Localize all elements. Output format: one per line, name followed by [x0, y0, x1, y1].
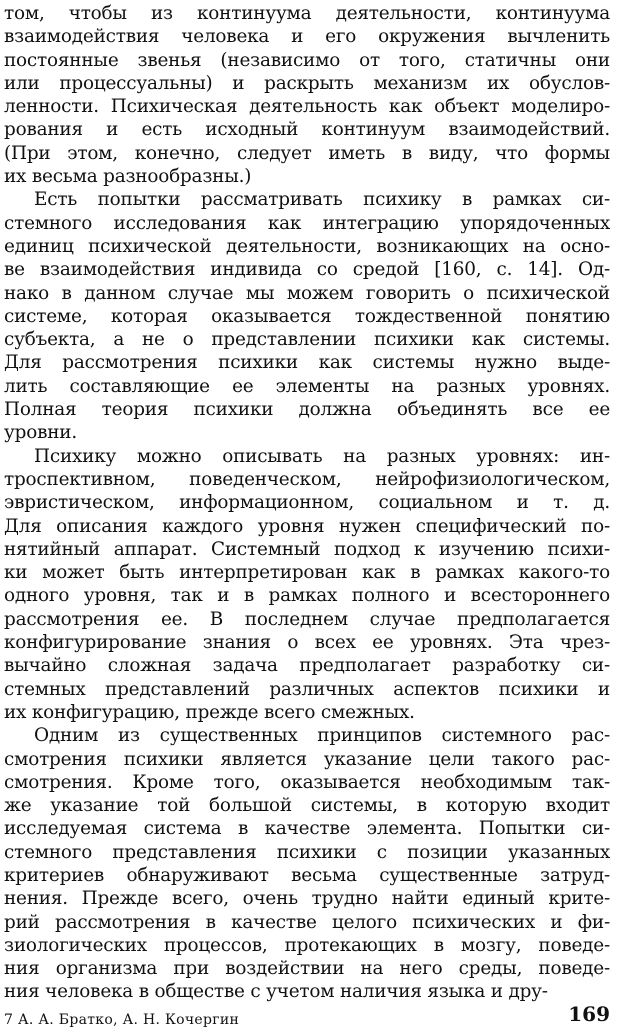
- text-line: же указание той большой системы, в которую входит: [4, 795, 610, 817]
- page-footer: [4, 1000, 610, 1030]
- text-line: нако в данном случае мы можем говорить о психической: [4, 282, 610, 304]
- text-line: субъекта, а не о представлении психики как системы.: [4, 329, 610, 351]
- text-line: рий рассмотрения в качестве целого психических и фи-: [4, 911, 610, 933]
- text-line: нения. Прежде всего, очень трудно найти единый крите-: [4, 888, 610, 910]
- text-line: исследуемая система в качестве элемента. Попытки си-: [4, 818, 610, 840]
- text-line: постоянные звенья (независимо от того, статичны они: [4, 49, 610, 71]
- text-line: ве взаимодействия индивида со средой [160, с. 14]. Од-: [4, 259, 610, 281]
- text-line: нятийный аппарат. Системный подход к изучению психи-: [4, 538, 610, 560]
- text-line: Полная теория психики должна объединять все ее: [4, 399, 610, 421]
- text-line: лить составляющие ее элементы на разных уровнях.: [4, 375, 610, 397]
- text-line: том, чтобы из континуума деятельности, континуума: [4, 3, 610, 24]
- paragraph: [4, 2, 610, 188]
- text-line: эвристическом, информационном, социальном и т. д.: [4, 492, 610, 514]
- text-line: ния организма при воздействии на него среды, поведе-: [4, 958, 610, 980]
- text-line: стемного представления психики с позиции указанных: [4, 841, 610, 863]
- text-line: Одним из существенных принципов системного рас-: [34, 725, 610, 747]
- text-line: одного уровня, так и в рамках полного и всестороннего: [4, 585, 610, 607]
- text-line: их конфигурацию, прежде всего смежных.: [4, 701, 415, 723]
- text-line: Для описания каждого уровня нужен специфический по-: [4, 515, 610, 537]
- text-line: ленности. Психическая деятельность как объект моделиро-: [4, 96, 610, 118]
- text-line: рассмотрения ее. В последнем случае предполагается: [4, 608, 610, 630]
- text-line: (При этом, конечно, следует иметь в виду, что формы: [4, 142, 610, 164]
- text-line: смотрения. Кроме того, оказывается необходимым так-: [4, 771, 610, 793]
- text-line: Есть попытки рассматривать психику в рамках си-: [34, 189, 610, 211]
- text-line: ки может быть интерпретирован как в рамках какого-то: [4, 562, 610, 584]
- page-number: 169: [568, 1002, 610, 1026]
- text-line: их весьма разнообразны.): [4, 166, 252, 188]
- text-line: критериев обнаруживают весьма существенные затруд-: [4, 864, 610, 886]
- text-line: единиц психической деятельности, возникающих на осно-: [4, 235, 610, 257]
- text-line: стемного исследования как интеграцию упорядоченных: [4, 212, 610, 234]
- text-line: системе, которая оказывается тождественной понятию: [4, 305, 610, 327]
- text-line: стемных представлений различных аспектов психики и: [4, 678, 610, 700]
- paragraph: [4, 724, 610, 1004]
- text-line: троспективном, поведенческом, нейрофизиологическом,: [4, 468, 610, 490]
- text-line: смотрения психики является указание цели такого рас-: [4, 748, 610, 770]
- text-line: Для рассмотрения психики как системы нужно выде-: [4, 352, 610, 374]
- paragraph: [4, 188, 610, 444]
- text-line: вычайно сложная задача предполагает разработку си-: [4, 655, 610, 677]
- text-line: ния человека в обществе с учетом наличия языка и дру-: [4, 981, 548, 1003]
- text-line: взаимодействия человека и его окружения вычленить: [4, 26, 610, 48]
- text-line: Психику можно описывать на разных уровнях: ин-: [34, 445, 610, 467]
- text-line: уровни.: [4, 422, 77, 444]
- text-line: рования и есть исходный континуум взаимодействий.: [4, 119, 610, 141]
- text-line: зиологических процессов, протекающих в мозгу, поведе-: [4, 934, 610, 956]
- printer-signature: 7 А. А. Братко, А. Н. Кочергин: [4, 1012, 240, 1028]
- text-line: или процессуальны) и раскрыть механизм их обуслов-: [4, 72, 610, 94]
- paragraph: [4, 445, 610, 725]
- body-text: [4, 2, 610, 1004]
- text-line: конфигурирование знания о всех ее уровнях. Эта чрез-: [4, 632, 610, 654]
